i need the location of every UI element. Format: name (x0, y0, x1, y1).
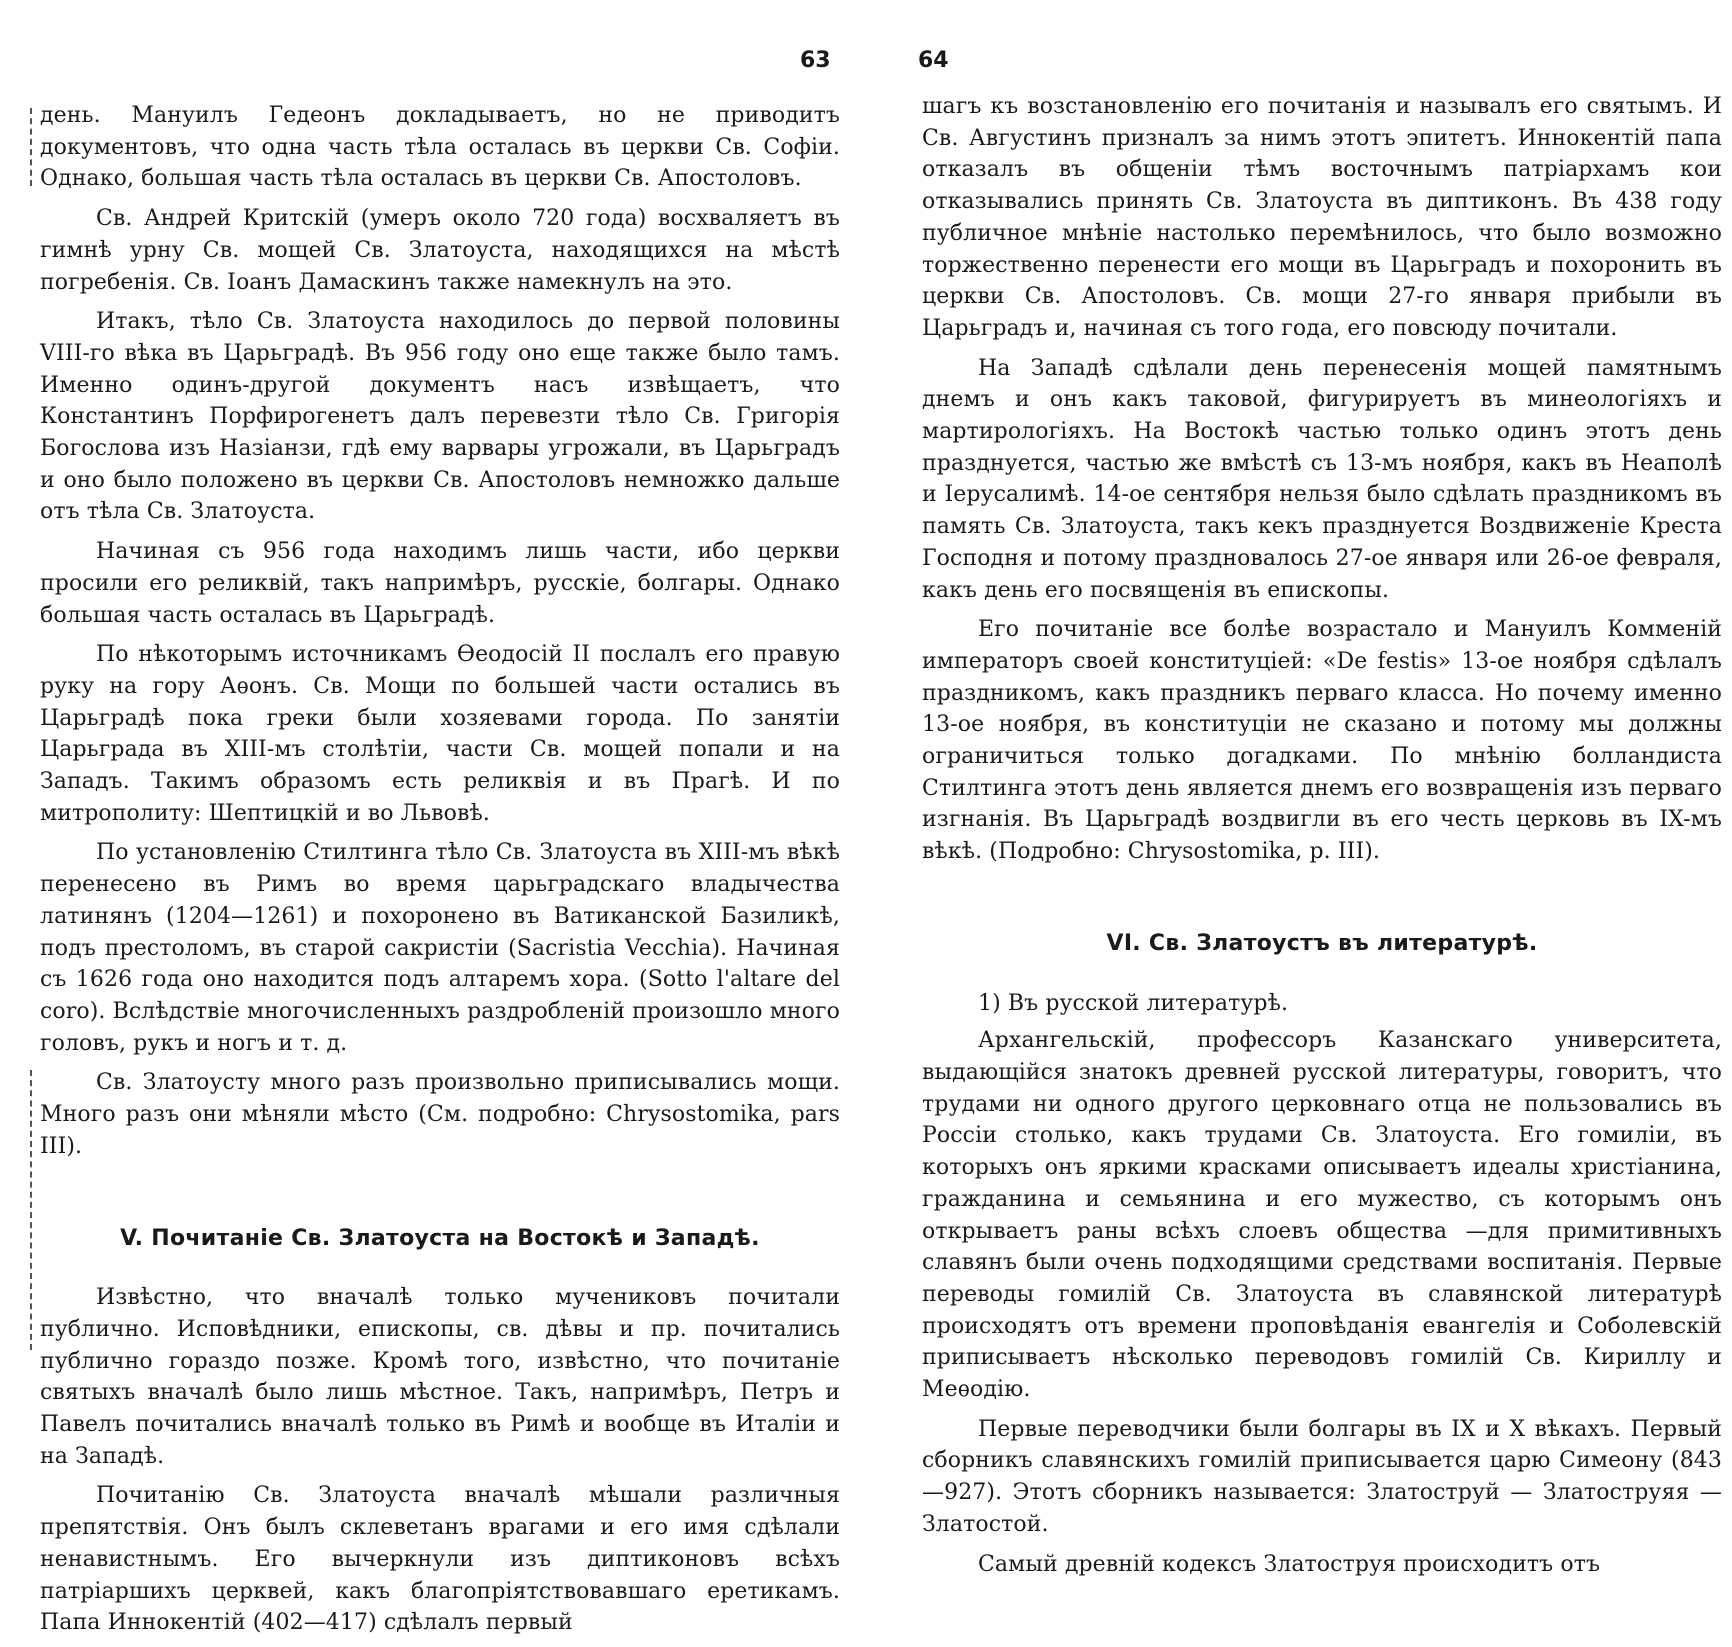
margin-mark (30, 108, 38, 186)
page-number: 64 (918, 48, 949, 73)
right-page (866, 0, 1732, 1577)
paragraph: Его почитаніе все болѣе возрастало и Мануилъ Комменій императоръ своей конституціей: «De festis» 13-ое ноября сдѣлалъ праздникомъ, какъ праздникъ перваго класса. Но почему именно 13-ое ноября, въ конституціи не сказано и потому мы должны ограничиться только догадками. По мнѣнію болландиста Стилтинга этотъ день является днемъ его возвращенія изъ перваго изгнанія. Въ Царьградѣ воздвигли въ его честь церковь въ IX-мъ вѣкѣ. (Подробно: Chrysostomika, p. III). (922, 617, 1722, 865)
paragraph: Начиная съ 956 года находимъ лишь части, ибо церкви просили его реликвій, такъ напримѣръ, русскіе, болгары. Однако большая часть осталась въ Царьградѣ. (40, 539, 840, 628)
paragraph: На Западѣ сдѣлали день перенесенія мощей памятнымъ днемъ и онъ какъ таковой, фигурируетъ въ минеологіяхъ и мартирологіяхъ. На Востокѣ частью только одинъ этотъ день празднуется, частью же вмѣстѣ съ 13-мъ ноября, какъ въ Неаполѣ и Іерусалимѣ. 14-ое сентября нельзя было сдѣлать праздникомъ въ память Св. Златоуста, такъ кекъ празднуется Воздвиженіе Креста Господня и потому праздновалось 27-ое января или 26-ое февраля, какъ день его посвященія въ епископы. (922, 355, 1722, 603)
paragraph: Самый древній кодексъ Златоструя происходитъ отъ (978, 1551, 1601, 1577)
page-number: 63 (800, 48, 831, 73)
paragraph: шагъ къ возстановленію его почитанія и называлъ его святымъ. И Св. Августинъ призналъ за нимъ этотъ эпитетъ. Иннокентій папа отказалъ въ общеніи тѣмъ восточнымъ патріархамъ кои отказывались принять Св. Златоуста въ диптиконъ. Въ 438 году публичное мнѣніе настолько перемѣнилось, что было возможно торжественно перенести его мощи въ Царьградъ и похоронить въ церкви Св. Апостоловъ. Св. мощи 27-го января прибыли въ Царьградъ и, начиная съ того года, его повсюду почитали. (922, 94, 1722, 341)
paragraph: Св. Андрей Критскій (умеръ около 720 года) восхваляетъ въ гимнѣ урну Св. мощей Св. Златоуста, находящихся на мѣстѣ погребенія. Св. Іоанъ Дамаскинъ также намекнулъ на это. (40, 206, 840, 295)
section-heading: VI. Св. Златоустъ въ литературѣ. (1106, 930, 1538, 956)
paragraph: Архангельскій, профессоръ Казанскаго университета, выдающійся знатокъ древней русской литературы, говоритъ, что трудами ни одного другого церковнаго отца не пользовались въ Россіи столько, какъ трудами Св. Златоуста. Его гомиліи, въ которыхъ онъ яркими красками описываетъ идеалы христіанина, гражданина и семьянина и его мужество, съ которымъ онъ открываетъ раны всѣхъ слоевъ общества —для примитивныхъ славянъ были очень подходящими средствами воспитанія. Первые переводы гомилій Св. Златоуста въ славянской литературѣ происходятъ отъ времени проповѣданія евангелія и Соболевскій приписываетъ нѣсколько переводовъ гомилій Св. Кириллу и Меѳодію. (922, 1028, 1722, 1403)
subheading: 1) Въ русской литературѣ. (978, 990, 1289, 1016)
paragraph: день. Мануилъ Гедеонъ докладываетъ, но не приводитъ документовъ, что одна часть тѣла осталась въ церкви Св. Софіи. Однако, большая часть тѣла осталась въ церкви Св. Апостоловъ. (40, 103, 840, 192)
paragraph: Первые переводчики были болгары въ IX и X вѣкахъ. Первый сборникъ славянскихъ гомилій приписывается царю Симеону (843—927). Этотъ сборникъ называется: Златоструй — Златоструяя — Златостой. (922, 1416, 1722, 1537)
section-heading: V. Почитаніе Св. Златоуста на Востокѣ и Западѣ. (120, 1225, 760, 1251)
paragraph: Св. Златоусту много разъ произвольно приписывались мощи. Много разъ они мѣняли мѣсто (См. подробно: Chrysostomika, pars III). (40, 1070, 840, 1159)
margin-mark (30, 1070, 38, 1350)
paragraph: Почитанію Св. Златоуста вначалѣ мѣшали различныя препятствія. Онъ былъ склеветанъ врагами и его имя сдѣлали ненавистнымъ. Его вычеркнули изъ диптиконовъ всѣхъ патріаршихъ церквей, какъ благопріятствовавшаго еретикамъ. Папа Иннокентій (402—417) сдѣлалъ первый (40, 1483, 840, 1636)
text-column (922, 91, 1722, 1588)
paragraph: Итакъ, тѣло Св. Златоуста находилось до первой половины VIII-го вѣка въ Царьградѣ. Въ 956 году оно еще также было тамъ. Именно одинъ-другой документъ насъ извѣщаетъ, что Константинъ Порфирогенетъ далъ перевезти тѣло Св. Григорія Богослова изъ Назіанзи, гдѣ ему варвары угрожали, въ Царьградъ и оно было положено въ церкви Св. Апостоловъ немножко дальше отъ тѣла Св. Златоуста. (40, 309, 840, 525)
paragraph: Извѣстно, что вначалѣ только мучениковъ почитали публично. Исповѣдники, епископы, св. дѣвы и пр. почитались публично гораздо позже. Кромѣ того, извѣстно, что почитаніе святыхъ вначалѣ было лишь мѣстное. Такъ, напримѣръ, Петръ и Павелъ почитались вначалѣ только въ Римѣ и вообще въ Италіи и на Западѣ. (40, 1285, 840, 1469)
paragraph: По нѣкоторымъ источникамъ Ѳеодосій II послалъ его правую руку на гору Аѳонъ. Св. Мощи по большей части остались въ Царьградѣ пока греки были хозяевами города. По занятіи Царьграда въ XIII-мъ столѣтіи, части Св. мощей попали и на Западъ. Такимъ образомъ есть реликвія и въ Прагѣ. И по митрополиту: Шептицкій и во Львовѣ. (40, 642, 840, 826)
left-page (0, 0, 866, 1636)
text-column (40, 100, 840, 1647)
paragraph: По установленію Стилтинга тѣло Св. Златоуста въ XIII-мъ вѣкѣ перенесено въ Римъ во время царьградскаго владычества латинянъ (1204—1261) и похоронено въ Ватиканской Базиликѣ, подъ престоломъ, въ старой сакристіи (Sacristia Vecchia). Начиная съ 1626 года оно находится подъ алтаремъ хора. (Sotto l'altare del coro). Вслѣдствіе многочисленныхъ раздробленій произошло много головъ, рукъ и ногъ и т. д. (40, 840, 840, 1056)
